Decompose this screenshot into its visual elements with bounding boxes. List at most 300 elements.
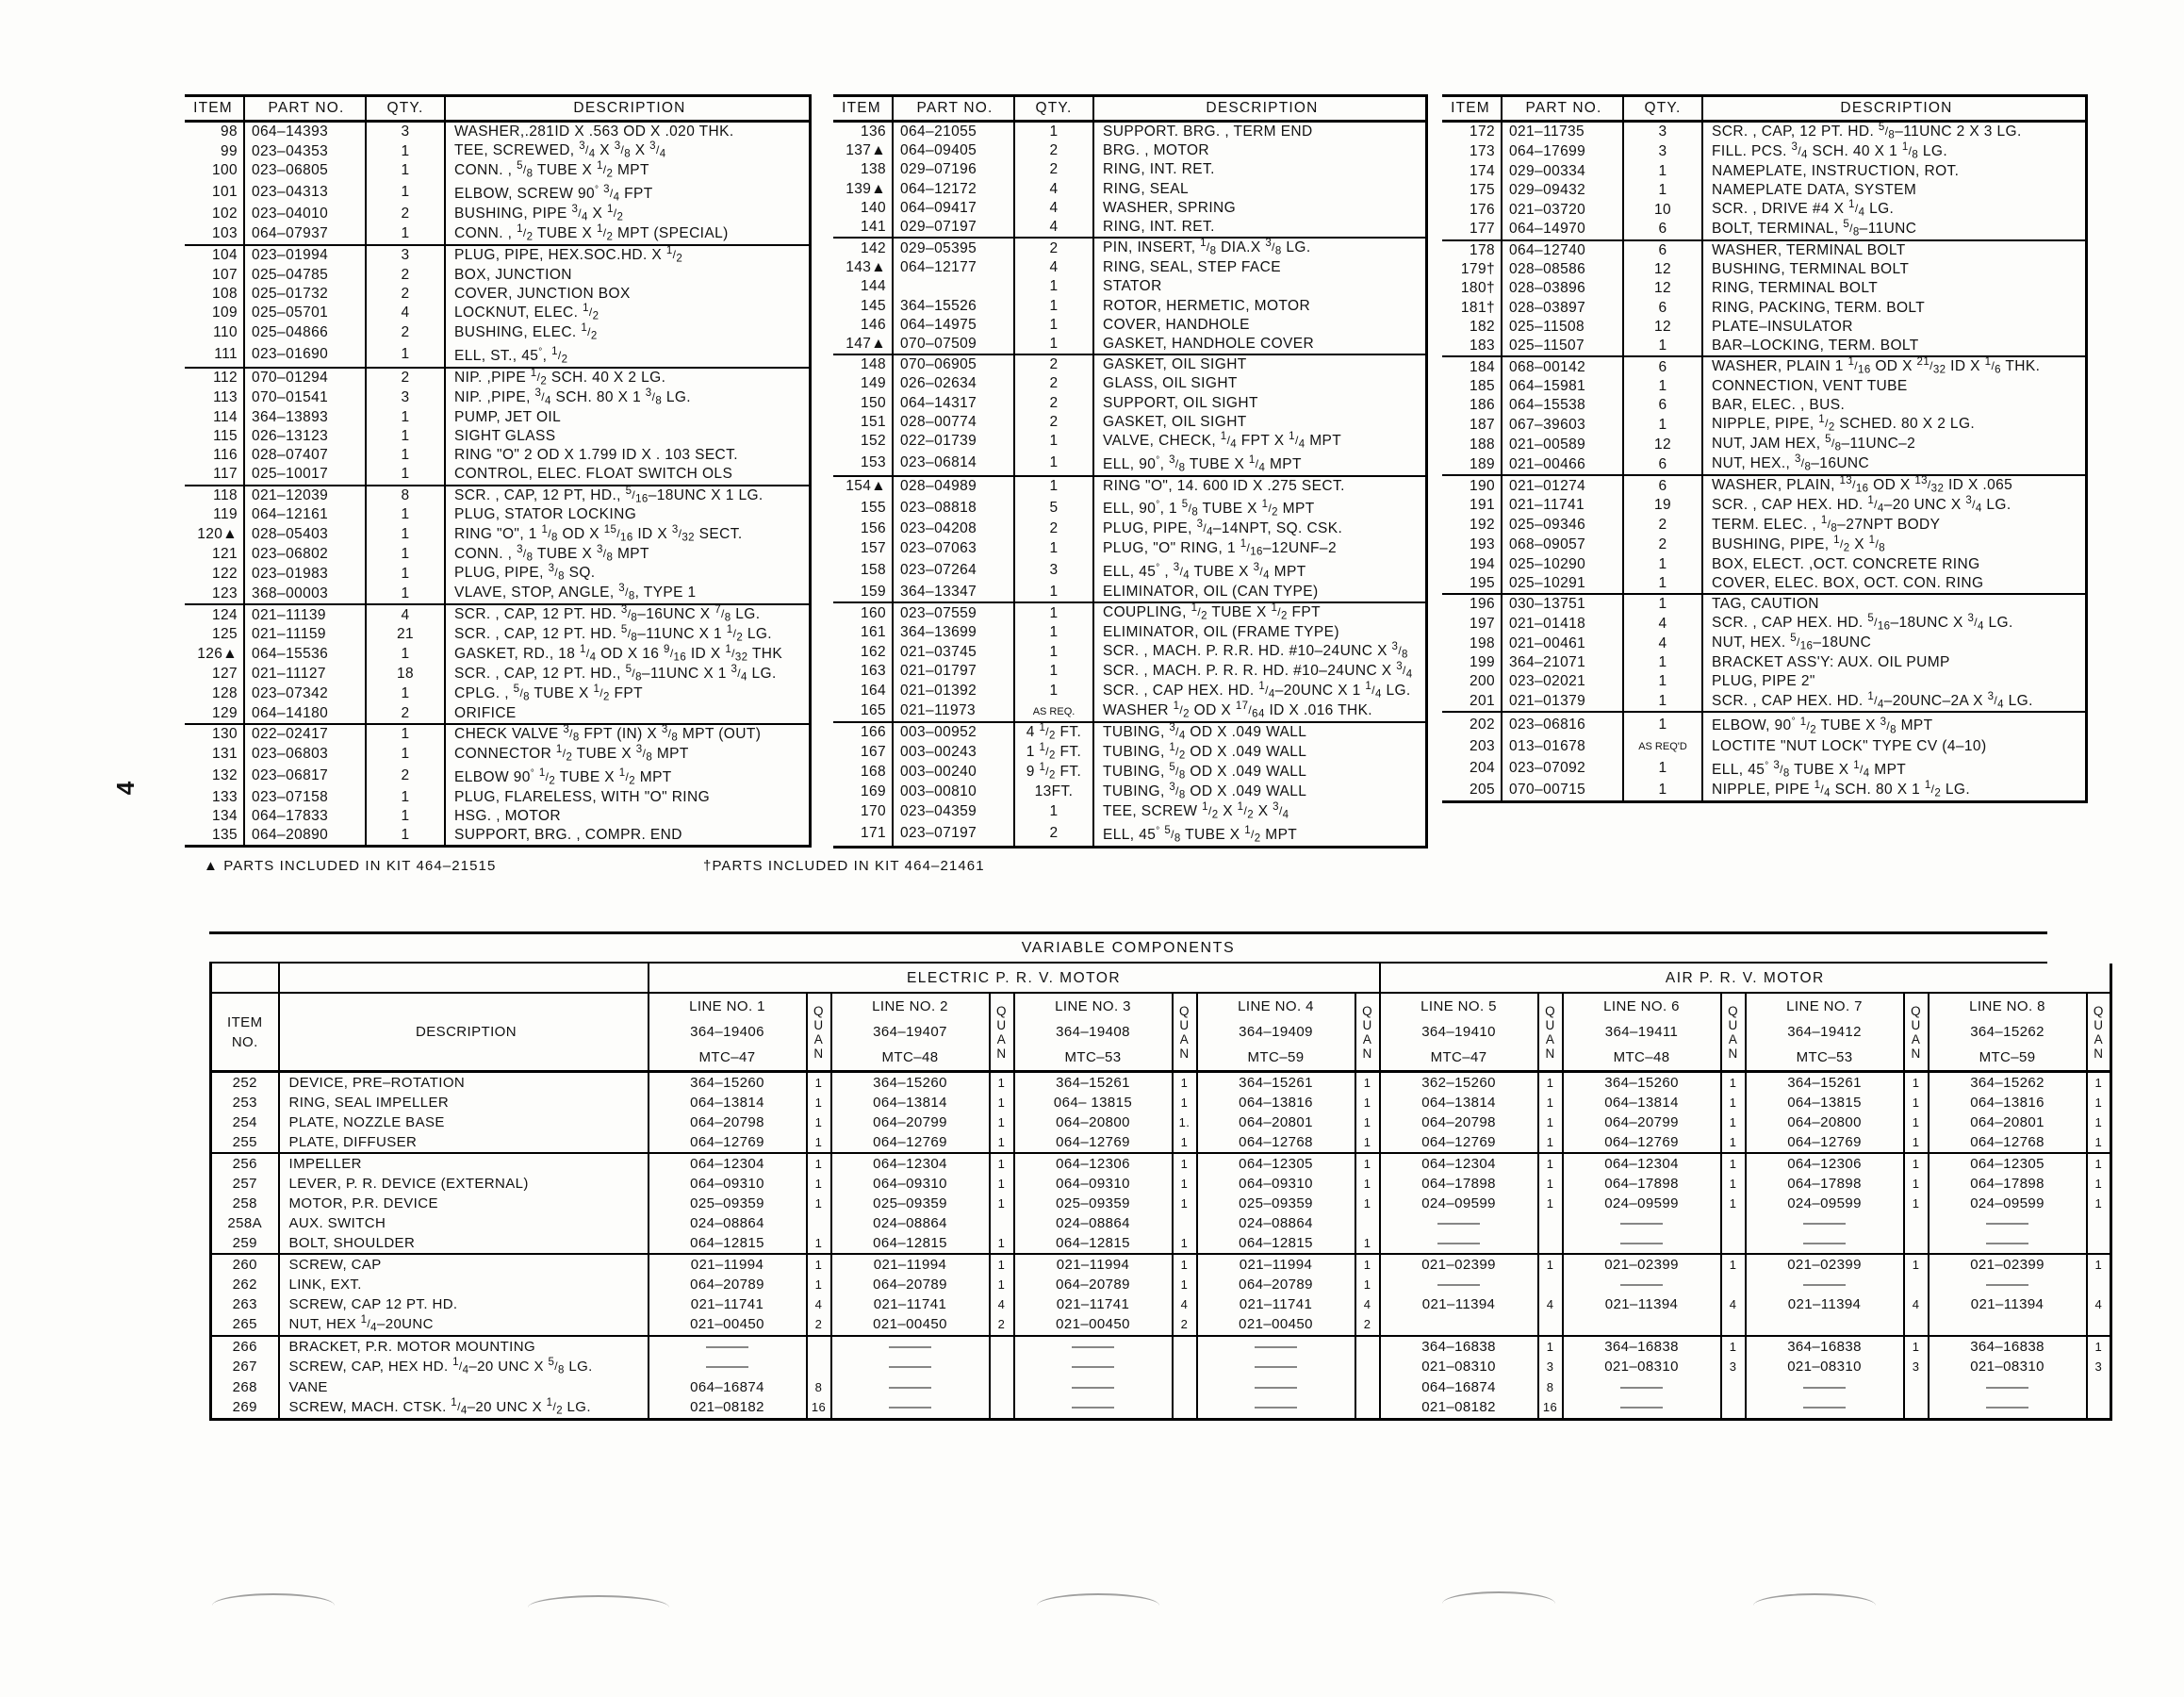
cell-part-number: 022–02417 (244, 724, 366, 745)
cell-part-number-line-3: 064–12815 (1014, 1233, 1173, 1254)
cell-part-number-line-5: ——— (1380, 1233, 1538, 1254)
cell-part-number: 025–11508 (1502, 318, 1623, 337)
cell-description: PLATE–INSULATOR (1702, 318, 2087, 337)
cell-quantity: 2 (366, 323, 445, 343)
cell-quantity-line-6 (1721, 1213, 1746, 1233)
cell-quantity-line-2: 1 (990, 1254, 1014, 1275)
cell-part-number-line-2: 025–09359 (831, 1194, 990, 1213)
table-row (185, 625, 811, 645)
cell-part-number: 029–07197 (893, 218, 1014, 238)
cell-quantity: 2 (1014, 394, 1093, 413)
cell-quantity-line-8 (2087, 1377, 2111, 1397)
cell-part-number-line-1: ——— (649, 1336, 807, 1357)
cell-part-number: 023–08818 (893, 496, 1014, 519)
header-item: ITEM (185, 96, 244, 122)
cell-quantity-line-7: 1 (1904, 1072, 1929, 1094)
cell-item-number: 257 (211, 1174, 279, 1194)
cell-part-number: 021–01379 (1502, 692, 1623, 713)
cell-quantity-line-2: 1 (990, 1132, 1014, 1153)
cell-quantity-line-7: 1 (1904, 1194, 1929, 1213)
table-row (833, 802, 1427, 822)
cell-quantity-line-2: 2 (990, 1314, 1014, 1336)
cell-quantity-line-3: 1 (1173, 1153, 1197, 1174)
cell-quantity-line-8: 1 (2087, 1112, 2111, 1132)
cell-quantity: 1 (1014, 602, 1093, 623)
cell-quantity-line-4 (1355, 1357, 1380, 1377)
cell-quantity: 1 (366, 505, 445, 524)
cell-item-number: 258 (211, 1194, 279, 1213)
cell-part-number: 022–01739 (893, 432, 1014, 452)
cell-part-number-line-6: 064–20799 (1563, 1112, 1721, 1132)
cell-item-number: 150 (833, 394, 893, 413)
cell-quantity-line-7: 4 (1904, 1294, 1929, 1314)
cell-part-number-line-1: 064–09310 (649, 1174, 807, 1194)
cell-item-number: 169 (833, 783, 893, 802)
table-row (833, 160, 1427, 179)
cell-item-number: 197 (1442, 614, 1502, 634)
table-row (833, 822, 1427, 848)
cell-part-number-line-3: 064–09310 (1014, 1174, 1173, 1194)
cell-quantity-line-3: 1 (1173, 1254, 1197, 1275)
cell-item-number: 144 (833, 277, 893, 296)
cell-quantity-line-5 (1538, 1314, 1563, 1336)
cell-quantity: 1 (366, 545, 445, 565)
cell-part-number-line-8: 364–16838 (1929, 1336, 2087, 1357)
cell-quantity-line-2: 1 (990, 1112, 1014, 1132)
table-row (185, 684, 811, 704)
cell-part-number: 023–02021 (1502, 672, 1623, 691)
cell-quantity-line-5: 1 (1538, 1132, 1563, 1153)
cell-part-number-line-7: ——— (1746, 1275, 1904, 1294)
cell-description: ELL, 90°, 3/8 TUBE X 1/4 MPT (1093, 452, 1427, 476)
cell-item-number: 205 (1442, 781, 1502, 801)
cell-quantity: 6 (1623, 356, 1702, 377)
variable-components-header (211, 964, 2111, 1072)
table-row (833, 602, 1427, 623)
scan-artifact (212, 1593, 335, 1618)
header-quan-1: Q U A N (807, 993, 831, 1072)
table-row (1442, 692, 2087, 713)
cell-description: SCR. , CAP HEX. HD. 1/4–20 UNC X 3/4 LG. (1702, 496, 2087, 516)
cell-part-number-line-4: ——— (1197, 1377, 1355, 1397)
cell-description: COUPLING, 1/2 TUBE X 1/2 FPT (1093, 602, 1427, 623)
cell-item-number: 155 (833, 496, 893, 519)
cell-quantity-line-4: 1 (1355, 1254, 1380, 1275)
cell-quantity-line-1: 16 (807, 1397, 831, 1419)
cell-part-number: 021–11741 (1502, 496, 1623, 516)
cell-description: ELL, 90°, 1 5/8 TUBE X 1/2 MPT (1093, 496, 1427, 519)
table-row (211, 1357, 2111, 1377)
table-row (833, 122, 1427, 142)
cell-part-number: 064–15538 (1502, 396, 1623, 415)
cell-item-number: 137▲ (833, 141, 893, 160)
cell-part-number-line-1: 064–16874 (649, 1377, 807, 1397)
cell-description: NAMEPLATE, INSTRUCTION, ROT. (1702, 162, 2087, 181)
cell-quantity-line-2 (990, 1377, 1014, 1397)
cell-part-number: 070–07509 (893, 335, 1014, 354)
cell-part-number-line-2: 064–12769 (831, 1132, 990, 1153)
cell-part-number: 364–13347 (893, 583, 1014, 602)
cell-quantity-line-1: 1 (807, 1194, 831, 1213)
cell-quantity: 1 (1014, 277, 1093, 296)
parts-table-column-2 (833, 94, 1428, 848)
cell-description: BUSHING, PIPE, 1/2 X 1/8 (1702, 535, 2087, 555)
cell-item-number: 253 (211, 1093, 279, 1112)
cell-item-number: 151 (833, 413, 893, 432)
cell-quantity: 12 (1623, 279, 1702, 298)
cell-part-number: 026–02634 (893, 374, 1014, 393)
table-row (185, 604, 811, 625)
cell-part-number-line-4: 064–20789 (1197, 1275, 1355, 1294)
cell-quantity-line-8 (2087, 1275, 2111, 1294)
cell-quantity-line-3: 1 (1173, 1275, 1197, 1294)
cell-item-number: 122 (185, 564, 244, 584)
header-quan-8: Q U A N (2087, 993, 2111, 1072)
cell-item-number: 109 (185, 304, 244, 323)
cell-quantity: 1 (366, 408, 445, 427)
table-row (185, 645, 811, 665)
cell-description: LINK, EXT. (279, 1275, 649, 1294)
cell-part-number-line-6: ——— (1563, 1377, 1721, 1397)
table-row (211, 1153, 2111, 1174)
cell-part-number: 364–13893 (244, 408, 366, 427)
cell-quantity: 1 (1014, 316, 1093, 335)
cell-description: SUPPORT, OIL SIGHT (1093, 394, 1427, 413)
cell-item-number: 130 (185, 724, 244, 745)
cell-item-number: 118 (185, 486, 244, 506)
cell-description: TUBING, 1/2 OD X .049 WALL (1093, 743, 1427, 763)
cell-quantity-line-4: 1 (1355, 1233, 1380, 1254)
cell-description: SCR. , CAP HEX. HD. 1/4–20UNC X 1 1/4 LG. (1093, 682, 1427, 701)
table-row (185, 665, 811, 684)
cell-quantity: 1 (1014, 122, 1093, 142)
cell-item-number: 139▲ (833, 180, 893, 199)
cell-part-number-line-3: 024–08864 (1014, 1213, 1173, 1233)
table-row (211, 1132, 2111, 1153)
cell-quantity: 2 (1014, 141, 1093, 160)
cell-item-number: 266 (211, 1336, 279, 1357)
cell-part-number: 067–39603 (1502, 415, 1623, 435)
table-row (1442, 181, 2087, 200)
cell-part-number-line-4: 064–13816 (1197, 1093, 1355, 1112)
cell-quantity: 1 (1623, 653, 1702, 672)
cell-part-number: 029–05395 (893, 238, 1014, 258)
parts-table-3-body (1442, 122, 2087, 802)
cell-quantity: 1 (366, 181, 445, 205)
cell-description: PLUG, "O" RING, 1 1/16–12UNF–2 (1093, 539, 1427, 559)
cell-part-number: 068–09057 (1502, 535, 1623, 555)
cell-quantity-line-7: 1 (1904, 1093, 1929, 1112)
cell-item-number: 124 (185, 604, 244, 625)
cell-part-number-line-4: ——— (1197, 1357, 1355, 1377)
cell-description: PIN, INSERT, 1/8 DIA.X 3/8 LG. (1093, 238, 1427, 258)
cell-quantity-line-3 (1173, 1336, 1197, 1357)
cell-quantity-line-2: 4 (990, 1294, 1014, 1314)
cell-quantity: 1 (366, 684, 445, 704)
cell-quantity: 4 (1623, 614, 1702, 634)
table-row (833, 374, 1427, 393)
cell-quantity-line-4: 1 (1355, 1132, 1380, 1153)
cell-quantity: 2 (366, 285, 445, 304)
cell-description: NUT, JAM HEX, 5/8–11UNC–2 (1702, 435, 2087, 454)
cell-part-number: 064–15981 (1502, 377, 1623, 396)
cell-item-number: 132 (185, 765, 244, 788)
cell-description: NIP. ,PIPE 1/2 SCH. 40 X 2 LG. (445, 368, 811, 388)
table-row (1442, 396, 2087, 415)
cell-part-number-line-2: 364–15260 (831, 1072, 990, 1094)
cell-description: SCR. , MACH. P. R. R. HD. #10–24UNC X 3/4 (1093, 662, 1427, 682)
cell-part-number-line-7: 364–15261 (1746, 1072, 1904, 1094)
cell-description: ELBOW, SCREW 90° 3/4 FPT (445, 181, 811, 205)
table-row (1442, 200, 2087, 220)
cell-description: NUT, HEX. 5/16–18UNC (1702, 634, 2087, 653)
cell-quantity: 2 (366, 266, 445, 285)
cell-part-number: 364–13699 (893, 623, 1014, 642)
table-row (1442, 162, 2087, 181)
cell-quantity-line-4: 1 (1355, 1153, 1380, 1174)
variable-components-section (209, 931, 2104, 1421)
table-row (1442, 736, 2087, 756)
header-part-no: PART NO. (1502, 96, 1623, 122)
cell-quantity: 1 (1623, 781, 1702, 801)
parts-table-3 (1442, 94, 2088, 803)
cell-quantity: 1 (366, 525, 445, 545)
cell-description: NUT, HEX 1/4–20UNC (279, 1314, 649, 1336)
cell-part-number: 023–06802 (244, 545, 366, 565)
cell-part-number: 023–06803 (244, 745, 366, 765)
cell-item-number: 99 (185, 141, 244, 161)
cell-item-number: 128 (185, 684, 244, 704)
cell-item-number: 181† (1442, 299, 1502, 318)
cell-part-number-line-8: 021–02399 (1929, 1254, 2087, 1275)
cell-description: COVER, JUNCTION BOX (445, 285, 811, 304)
cell-description: SCREW, CAP (279, 1254, 649, 1275)
cell-part-number: 364–21071 (1502, 653, 1623, 672)
cell-part-number-line-8: ——— (1929, 1377, 2087, 1397)
cell-description: PLUG, STATOR LOCKING (445, 505, 811, 524)
cell-part-number-line-6: 021–11394 (1563, 1294, 1721, 1314)
cell-description: BUSHING, TERMINAL BOLT (1702, 260, 2087, 279)
cell-quantity: 1 (1623, 574, 1702, 594)
cell-part-number-line-3: ——— (1014, 1377, 1173, 1397)
header-line-5: LINE NO. 5 364–19410 MTC–47 (1380, 993, 1538, 1072)
table-row (833, 682, 1427, 701)
cell-quantity: 1 (366, 141, 445, 161)
cell-quantity-line-4: 4 (1355, 1294, 1380, 1314)
table-row (185, 388, 811, 408)
cell-part-number-line-8: ——— (1929, 1397, 2087, 1419)
cell-item-number: 202 (1442, 712, 1502, 736)
cell-quantity-line-2: 1 (990, 1072, 1014, 1094)
cell-quantity-line-8: 4 (2087, 1294, 2111, 1314)
cell-item-number: 194 (1442, 555, 1502, 574)
cell-quantity: 4 (1014, 180, 1093, 199)
cell-description: LEVER, P. R. DEVICE (EXTERNAL) (279, 1174, 649, 1194)
cell-quantity-line-5: 1 (1538, 1093, 1563, 1112)
cell-part-number: 064–09417 (893, 199, 1014, 218)
cell-item-number: 161 (833, 623, 893, 642)
cell-quantity-line-6: 1 (1721, 1174, 1746, 1194)
cell-quantity-line-6: 1 (1721, 1153, 1746, 1174)
footnote-kit-21461: †PARTS INCLUDED IN KIT 464–21461 (703, 858, 985, 874)
header-line-6: LINE NO. 6 364–19411 MTC–48 (1563, 993, 1721, 1072)
cell-quantity-line-7: 1 (1904, 1254, 1929, 1275)
cell-part-number-line-3: ——— (1014, 1357, 1173, 1377)
table-row (1442, 299, 2087, 318)
cell-part-number-line-8: ——— (1929, 1233, 2087, 1254)
header-quan-5: Q U A N (1538, 993, 1563, 1072)
cell-description: ORIFICE (445, 704, 811, 724)
cell-part-number: 028–03896 (1502, 279, 1623, 298)
cell-quantity-line-5: 1 (1538, 1254, 1563, 1275)
cell-quantity-line-5: 8 (1538, 1377, 1563, 1397)
cell-description: SCR. , CAP, 12 PT, HD., 5/16–18UNC X 1 LG. (445, 486, 811, 506)
cell-quantity: 3 (1623, 122, 1702, 142)
table-row (185, 807, 811, 826)
cell-item-number: 191 (1442, 496, 1502, 516)
cell-quantity-line-1: 1 (807, 1153, 831, 1174)
cell-description: BUSHING, PIPE 3/4 X 1/2 (445, 205, 811, 224)
table-row (185, 205, 811, 224)
cell-item-number: 117 (185, 465, 244, 485)
cell-quantity-line-4: 2 (1355, 1314, 1380, 1336)
cell-part-number: 023–04359 (893, 802, 1014, 822)
cell-part-number-line-5: ——— (1380, 1213, 1538, 1233)
cell-part-number-line-7: 021–11394 (1746, 1294, 1904, 1314)
cell-part-number-line-1: 064–12815 (649, 1233, 807, 1254)
cell-item-number: 167 (833, 743, 893, 763)
cell-item-number: 143▲ (833, 258, 893, 277)
cell-quantity-line-1: 1 (807, 1072, 831, 1094)
cell-quantity: 18 (366, 665, 445, 684)
cell-part-number-line-1: 021–11994 (649, 1254, 807, 1275)
cell-part-number-line-7: 064–12306 (1746, 1153, 1904, 1174)
cell-part-number: 070–00715 (1502, 781, 1623, 801)
cell-item-number: 121 (185, 545, 244, 565)
cell-item-number: 159 (833, 583, 893, 602)
cell-quantity-line-1: 1 (807, 1275, 831, 1294)
cell-quantity: 1 (1623, 757, 1702, 781)
cell-quantity-line-3: 1 (1173, 1194, 1197, 1213)
cell-part-number: 023–07264 (893, 559, 1014, 583)
cell-quantity-line-8 (2087, 1314, 2111, 1336)
cell-description: ROTOR, HERMETIC, MOTOR (1093, 297, 1427, 316)
cell-quantity-line-8: 3 (2087, 1357, 2111, 1377)
header-line-1: LINE NO. 1 364–19406 MTC–47 (649, 993, 807, 1072)
cell-part-number: 064–17833 (244, 807, 366, 826)
cell-part-number: 003–00952 (893, 722, 1014, 743)
table-row (1442, 535, 2087, 555)
cell-description: SCR. , CAP HEX. HD. 5/16–18UNC X 3/4 LG. (1702, 614, 2087, 634)
cell-item-number: 265 (211, 1314, 279, 1336)
cell-item-number: 183 (1442, 337, 1502, 356)
cell-item-number: 157 (833, 539, 893, 559)
cell-part-number: 021–11127 (244, 665, 366, 684)
cell-item-number: 148 (833, 354, 893, 374)
cell-part-number-line-6: ——— (1563, 1213, 1721, 1233)
cell-description: RING, SEAL (1093, 180, 1427, 199)
cell-quantity: 4 1/2 FT. (1014, 722, 1093, 743)
cell-description: RING, PACKING, TERM. BOLT (1702, 299, 2087, 318)
table-row (833, 218, 1427, 238)
cell-part-number-line-5: 021–08182 (1380, 1397, 1538, 1419)
cell-quantity: 1 (1014, 476, 1093, 496)
cell-part-number-line-3: 064– 13815 (1014, 1093, 1173, 1112)
cell-description: SUPPORT, BRG. , COMPR. END (445, 826, 811, 847)
table-row (185, 704, 811, 724)
table-row (1442, 672, 2087, 691)
cell-quantity: 1 (1623, 162, 1702, 181)
cell-quantity: 4 (1014, 258, 1093, 277)
cell-description: TUBING, 3/4 OD X .049 WALL (1093, 722, 1427, 743)
cell-part-number-line-2: ——— (831, 1357, 990, 1377)
table-row (1442, 555, 2087, 574)
cell-part-number-line-1: 021–11741 (649, 1294, 807, 1314)
cell-description: PUMP, JET OIL (445, 408, 811, 427)
cell-description: RING, SEAL IMPELLER (279, 1093, 649, 1112)
cell-part-number-line-3: 064–20789 (1014, 1275, 1173, 1294)
cell-description: VALVE, CHECK, 1/4 FPT X 1/4 MPT (1093, 432, 1427, 452)
cell-description: ELIMINATOR, OIL (CAN TYPE) (1093, 583, 1427, 602)
cell-part-number-line-1: 064–20798 (649, 1112, 807, 1132)
cell-quantity-line-4 (1355, 1336, 1380, 1357)
cell-part-number: 025–01732 (244, 285, 366, 304)
cell-part-number: 025–04866 (244, 323, 366, 343)
cell-quantity-line-4: 1 (1355, 1072, 1380, 1094)
cell-part-number-line-7: 021–08310 (1746, 1357, 1904, 1377)
parts-table-1 (185, 94, 812, 848)
table-row (833, 238, 1427, 258)
table-row (833, 701, 1427, 722)
cell-quantity-line-2: 1 (990, 1194, 1014, 1213)
cell-description: SCREW, MACH. CTSK. 1/4–20 UNC X 1/2 LG. (279, 1397, 649, 1419)
cell-item-number: 252 (211, 1072, 279, 1094)
cell-part-number: 021–11159 (244, 625, 366, 645)
cell-quantity-line-2: 1 (990, 1093, 1014, 1112)
cell-description: VANE (279, 1377, 649, 1397)
header-quan-2: Q U A N (990, 993, 1014, 1072)
cell-quantity-line-6 (1721, 1314, 1746, 1336)
cell-quantity: 21 (366, 625, 445, 645)
cell-part-number-line-2: 064–12815 (831, 1233, 990, 1254)
cell-part-number-line-7: ——— (1746, 1233, 1904, 1254)
cell-quantity-line-8: 1 (2087, 1336, 2111, 1357)
cell-quantity: 1 (366, 645, 445, 665)
parts-table-2 (833, 94, 1428, 848)
cell-description: PLUG, PIPE, 3/4–14NPT, SQ. CSK. (1093, 519, 1427, 539)
cell-description: BRACKET ASS'Y: AUX. OIL PUMP (1702, 653, 2087, 672)
cell-part-number: 025–09346 (1502, 516, 1623, 535)
cell-item-number: 160 (833, 602, 893, 623)
cell-part-number: 364–15526 (893, 297, 1014, 316)
cell-part-number-line-3: 064–12306 (1014, 1153, 1173, 1174)
cell-item-number: 136 (833, 122, 893, 142)
cell-description: WASHER, PLAIN, 13/16 OD X 13/32 ID X .065 (1702, 475, 2087, 496)
cell-quantity-line-4 (1355, 1397, 1380, 1419)
cell-part-number-line-1: 021–00450 (649, 1314, 807, 1336)
table-row (833, 583, 1427, 602)
cell-part-number: 003–00810 (893, 783, 1014, 802)
cell-item-number: 149 (833, 374, 893, 393)
table-row (833, 413, 1427, 432)
table-row (833, 141, 1427, 160)
header-description: DESCRIPTION (445, 96, 811, 122)
cell-item-number: 192 (1442, 516, 1502, 535)
cell-part-number-line-4: ——— (1197, 1336, 1355, 1357)
cell-part-number-line-2: 064–20799 (831, 1112, 990, 1132)
cell-description: RING, INT. RET. (1093, 218, 1427, 238)
cell-quantity-line-5: 1 (1538, 1153, 1563, 1174)
